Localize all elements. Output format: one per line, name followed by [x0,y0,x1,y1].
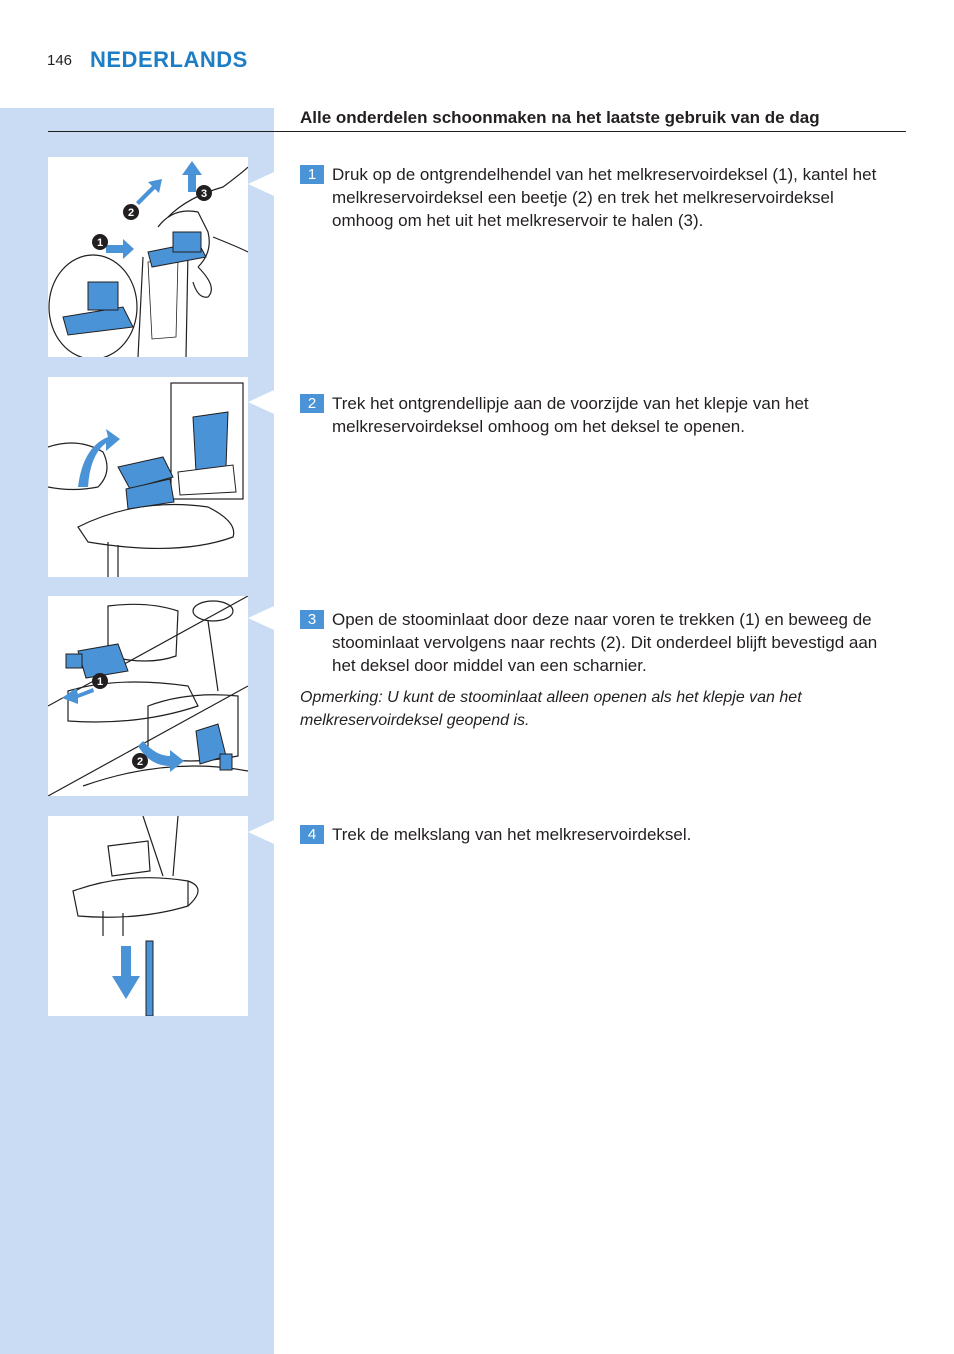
callout-1-2: 2 [127,207,135,219]
step-text: Druk op de ontgrendelhendel van het melkreservoirdeksel (1), kantel het melkreservoirdeksel een beetje (2) en trek het melkreservoirdeksel omhoog om het uit het melkreservoir te halen (3). [332,165,877,230]
title-rule [48,131,906,132]
step-text: Open de stoominlaat door deze naar voren te trekken (1) en beweeg de stoominlaat vervolgens naar rechts (2). Dit onderdeel blijft bevestigd aan het deksel door middel van een scharnier. [332,610,878,675]
step-text: Trek de melkslang van het melkreservoirdeksel. [332,825,692,844]
step-4 [300,823,880,846]
pointer-step-1 [248,172,274,196]
section-title: Alle onderdelen schoonmaken na het laatste gebruik van de dag [300,108,820,127]
note-text: Opmerking: U kunt de stoominlaat alleen openen als het klepje van het melkreservoirdeksel geopend is. [300,689,802,729]
step-3 [300,608,880,677]
pointer-step-2 [248,390,274,414]
step-number-badge: 3 [300,610,324,629]
language-heading: NEDERLANDS [90,47,248,72]
pointer-step-3 [248,606,274,630]
page-number: 146 [47,52,73,69]
step-1 [300,163,880,232]
callout-1-1: 1 [96,237,104,249]
step-number-badge: 4 [300,825,324,844]
callout-1-3: 3 [200,188,208,200]
step-number-badge: 1 [300,165,324,184]
step-number-badge: 2 [300,394,324,413]
illustration-step-3 [48,596,248,796]
callout-3-1: 1 [96,676,104,688]
illustration-step-4 [48,816,248,1016]
step-2 [300,392,880,438]
callout-3-2: 2 [136,756,144,768]
illustration-step-1 [48,157,248,357]
pointer-step-4 [248,820,274,844]
step-text: Trek het ontgrendellipje aan de voorzijde van het klepje van het melkreservoirdeksel omhoog om het deksel te openen. [332,394,809,436]
illustration-step-2 [48,377,248,577]
